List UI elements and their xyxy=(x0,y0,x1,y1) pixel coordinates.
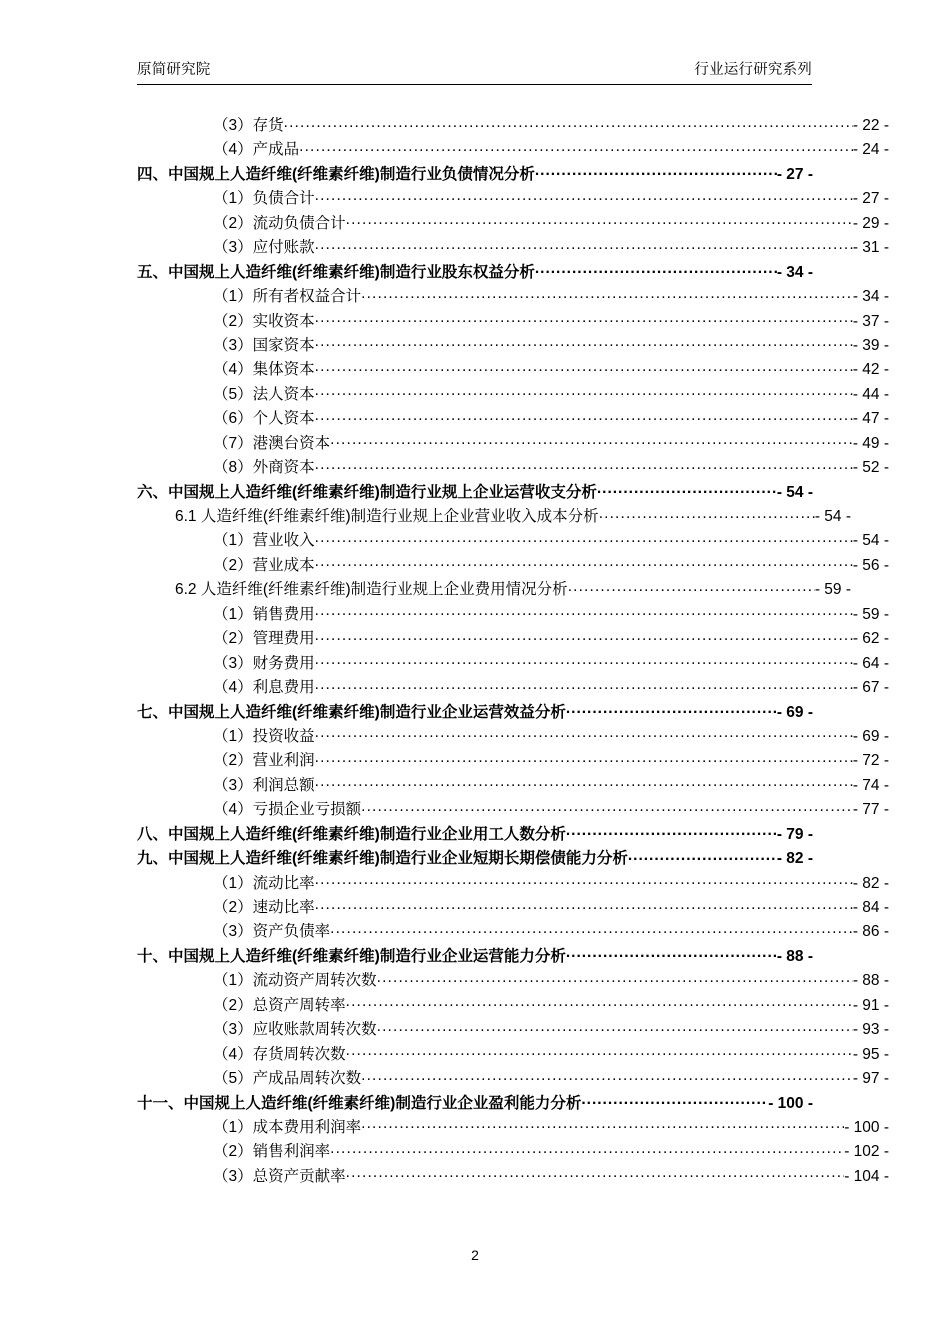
toc-entry-title: （1）成本费用利润率 xyxy=(213,1118,362,1136)
toc-entry[interactable] xyxy=(213,553,889,577)
toc-entry-page-number: - 59 - xyxy=(852,605,889,623)
toc-dot-leader xyxy=(284,115,853,131)
toc-entry-title: （4）利息费用 xyxy=(213,679,315,697)
toc-entry[interactable] xyxy=(213,919,889,943)
toc-entry-title: （4）存货周转次数 xyxy=(213,1045,346,1063)
toc-dot-leader xyxy=(315,554,853,570)
toc-entry[interactable] xyxy=(213,235,889,259)
toc-entry-page-number: - 100 - xyxy=(844,1118,889,1136)
toc-entry[interactable] xyxy=(137,1091,813,1115)
toc-dot-leader xyxy=(315,188,853,204)
toc-dot-leader xyxy=(346,212,853,228)
toc-dot-leader xyxy=(315,383,853,399)
toc-entry-page-number: - 24 - xyxy=(852,141,889,159)
toc-dot-leader xyxy=(330,1141,844,1157)
toc-entry[interactable] xyxy=(137,480,813,504)
toc-entry-page-number: - 95 - xyxy=(852,1045,889,1063)
toc-dot-leader xyxy=(315,530,853,546)
toc-entry[interactable] xyxy=(213,895,889,919)
toc-entry[interactable] xyxy=(213,1066,889,1090)
toc-entry-title: （3）应收账款周转次数 xyxy=(213,1021,377,1039)
footer-page-number: 2 xyxy=(471,1247,479,1263)
toc-entry[interactable] xyxy=(213,651,889,675)
toc-entry[interactable] xyxy=(213,797,889,821)
header-publisher: 原简研究院 xyxy=(137,62,211,78)
toc-dot-leader xyxy=(315,359,853,375)
toc-dot-leader xyxy=(315,897,853,913)
toc-entry-title: （5）法人资本 xyxy=(213,385,315,403)
toc-entry-title: （4）产成品 xyxy=(213,141,300,159)
toc-entry[interactable] xyxy=(137,260,813,284)
toc-entry-page-number: - 82 - xyxy=(776,850,813,868)
toc-entry[interactable] xyxy=(213,602,889,626)
toc-dot-leader xyxy=(581,1092,768,1108)
toc-entry-page-number: - 88 - xyxy=(776,947,813,965)
toc-entry[interactable] xyxy=(213,968,889,992)
toc-dot-leader xyxy=(535,163,777,179)
toc-entry-page-number: - 77 - xyxy=(852,801,889,819)
toc-entry[interactable] xyxy=(213,382,889,406)
toc-entry-page-number: - 74 - xyxy=(852,776,889,794)
toc-entry[interactable] xyxy=(175,577,851,601)
toc-entry-page-number: - 72 - xyxy=(852,752,889,770)
toc-entry-title: （7）港澳台资本 xyxy=(213,434,331,452)
header-series-title: 行业运行研究系列 xyxy=(694,62,812,78)
toc-entry-page-number: - 27 - xyxy=(852,190,889,208)
toc-entry[interactable] xyxy=(213,284,889,308)
toc-entry[interactable] xyxy=(213,1042,889,1066)
toc-entry[interactable] xyxy=(213,675,889,699)
toc-entry[interactable] xyxy=(213,406,889,430)
toc-entry-page-number: - 39 - xyxy=(852,336,889,354)
toc-entry-page-number: - 56 - xyxy=(852,556,889,574)
toc-entry-page-number: - 52 - xyxy=(852,459,889,477)
page-footer xyxy=(0,1248,950,1262)
toc-dot-leader xyxy=(315,774,853,790)
toc-entry[interactable] xyxy=(213,431,889,455)
toc-dot-leader xyxy=(597,481,777,497)
toc-entry-page-number: - 44 - xyxy=(852,385,889,403)
toc-entry[interactable] xyxy=(137,162,813,186)
toc-dot-leader xyxy=(361,1116,844,1132)
toc-entry-title: （1）销售费用 xyxy=(213,605,315,623)
toc-entry-title: （4）集体资本 xyxy=(213,361,315,379)
toc-entry-page-number: - 62 - xyxy=(852,630,889,648)
toc-entry-page-number: - 29 - xyxy=(852,214,889,232)
toc-entry-page-number: - 47 - xyxy=(852,410,889,428)
toc-entry[interactable] xyxy=(213,357,889,381)
toc-entry-title: （3）财务费用 xyxy=(213,654,315,672)
toc-entry-page-number: - 22 - xyxy=(852,117,889,134)
toc-dot-leader xyxy=(361,799,853,815)
toc-entry-title: （3）资产负债率 xyxy=(213,923,331,941)
toc-entry-page-number: - 91 - xyxy=(852,996,889,1014)
toc-dot-leader xyxy=(315,237,853,253)
toc-entry-page-number: - 37 - xyxy=(852,312,889,330)
toc-entry-page-number: - 54 - xyxy=(776,483,813,501)
toc-entry-page-number: - 69 - xyxy=(852,727,889,745)
toc-entry-title: （2）营业利润 xyxy=(213,752,315,770)
toc-entry-page-number: - 67 - xyxy=(852,679,889,697)
toc-entry-title: （2）总资产周转率 xyxy=(213,996,346,1014)
toc-dot-leader xyxy=(315,872,853,888)
toc-entry[interactable] xyxy=(213,1017,889,1041)
toc-entry[interactable] xyxy=(213,626,889,650)
toc-dot-leader xyxy=(628,848,777,864)
toc-entry-page-number: - 42 - xyxy=(852,361,889,379)
toc-entry-title: 十、中国规上人造纤维(纤维素纤维)制造行业企业运营能力分析 xyxy=(137,947,566,965)
toc-entry-title: （3）利润总额 xyxy=(213,776,315,794)
toc-entry[interactable] xyxy=(213,1164,889,1188)
toc-entry-page-number: - 93 - xyxy=(852,1021,889,1039)
toc-entry-title: （2）营业成本 xyxy=(213,556,315,574)
toc-entry[interactable] xyxy=(137,822,813,846)
toc-entry-title: （3）存货 xyxy=(213,117,284,134)
toc-dot-leader xyxy=(568,579,815,595)
toc-entry-title: （1）流动比率 xyxy=(213,874,315,892)
toc-entry-title: （3）应付账款 xyxy=(213,239,315,257)
toc-entry-title: （3）国家资本 xyxy=(213,336,315,354)
toc-entry[interactable] xyxy=(213,993,889,1017)
toc-entry-title: （2）速动比率 xyxy=(213,899,315,916)
running-header xyxy=(137,62,812,85)
toc-entry-title: 五、中国规上人造纤维(纤维素纤维)制造行业股东权益分析 xyxy=(137,263,535,281)
toc-entry-title: 六、中国规上人造纤维(纤维素纤维)制造行业规上企业运营收支分析 xyxy=(137,483,597,501)
toc-dot-leader xyxy=(315,725,853,741)
toc-entry-title: （4）亏损企业亏损额 xyxy=(213,801,362,819)
toc-entry-title: （8）外商资本 xyxy=(213,459,315,477)
toc-dot-leader xyxy=(361,1068,853,1084)
toc-entry[interactable] xyxy=(213,1139,889,1163)
toc-entry[interactable] xyxy=(137,944,813,968)
toc-dot-leader xyxy=(315,603,853,619)
toc-dot-leader xyxy=(315,457,853,473)
toc-entry[interactable] xyxy=(213,1115,889,1139)
toc-entry-page-number: - 84 - xyxy=(852,899,889,916)
toc-dot-leader xyxy=(315,677,853,693)
toc-entry-page-number: - 88 - xyxy=(852,972,889,990)
toc-dot-leader xyxy=(346,1043,853,1059)
table-of-contents xyxy=(137,113,889,1188)
toc-entry-title: （1）所有者权益合计 xyxy=(213,288,362,306)
toc-entry-page-number: - 97 - xyxy=(852,1070,889,1088)
toc-entry-page-number: - 34 - xyxy=(776,263,813,281)
toc-entry[interactable] xyxy=(213,137,889,161)
toc-entry-title: （1）流动资产周转次数 xyxy=(213,972,377,990)
toc-entry-page-number: - 64 - xyxy=(852,654,889,672)
toc-dot-leader xyxy=(315,628,853,644)
toc-entry-page-number: - 100 - xyxy=(768,1094,813,1112)
toc-entry-title: （2）销售利润率 xyxy=(213,1143,331,1161)
toc-entry-page-number: - 54 - xyxy=(852,532,889,550)
toc-entry[interactable] xyxy=(175,504,851,528)
toc-dot-leader xyxy=(377,1019,853,1035)
toc-entry-title: 七、中国规上人造纤维(纤维素纤维)制造行业企业运营效益分析 xyxy=(137,703,566,721)
toc-entry-title: 四、中国规上人造纤维(纤维素纤维)制造行业负债情况分析 xyxy=(137,165,535,183)
toc-entry-page-number: - 27 - xyxy=(776,165,813,183)
toc-dot-leader xyxy=(315,652,853,668)
toc-entry[interactable] xyxy=(213,871,889,895)
toc-entry-page-number: - 79 - xyxy=(776,825,813,843)
toc-dot-leader xyxy=(315,408,853,424)
toc-entry-page-number: - 69 - xyxy=(776,703,813,721)
toc-dot-leader xyxy=(377,970,853,986)
toc-entry-page-number: - 86 - xyxy=(852,923,889,941)
toc-entry[interactable] xyxy=(213,724,889,748)
toc-dot-leader xyxy=(566,945,777,961)
toc-entry[interactable] xyxy=(213,528,889,552)
toc-entry[interactable] xyxy=(213,113,889,137)
toc-entry-title: （1）营业收入 xyxy=(213,532,315,550)
toc-entry-title: 6.2 人造纤维(纤维素纤维)制造行业规上企业费用情况分析 xyxy=(175,581,568,599)
toc-entry[interactable] xyxy=(213,455,889,479)
toc-entry-page-number: - 104 - xyxy=(844,1167,889,1185)
toc-dot-leader xyxy=(599,506,815,522)
toc-entry-title: 八、中国规上人造纤维(纤维素纤维)制造行业企业用工人数分析 xyxy=(137,825,566,843)
toc-entry[interactable] xyxy=(213,333,889,357)
toc-entry[interactable] xyxy=(213,309,889,333)
toc-entry-page-number: - 34 - xyxy=(852,288,889,306)
toc-entry-title: （3）总资产贡献率 xyxy=(213,1167,346,1185)
toc-dot-leader xyxy=(566,823,777,839)
toc-entry-title: （1）负债合计 xyxy=(213,190,315,208)
toc-entry[interactable] xyxy=(213,773,889,797)
toc-dot-leader xyxy=(315,334,853,350)
toc-dot-leader xyxy=(361,286,853,302)
toc-dot-leader xyxy=(346,994,853,1010)
toc-entry-page-number: - 31 - xyxy=(852,239,889,257)
toc-entry-title: （6）个人资本 xyxy=(213,410,315,428)
toc-entry-page-number: - 102 - xyxy=(844,1143,889,1161)
toc-entry-title: （2）管理费用 xyxy=(213,630,315,648)
toc-entry-title: （2）流动负债合计 xyxy=(213,214,346,232)
toc-dot-leader xyxy=(315,310,853,326)
toc-entry-page-number: - 82 - xyxy=(852,874,889,892)
toc-dot-leader xyxy=(535,261,777,277)
toc-entry-title: 九、中国规上人造纤维(纤维素纤维)制造行业企业短期长期偿债能力分析 xyxy=(137,850,628,868)
toc-dot-leader xyxy=(330,432,853,448)
toc-entry-page-number: - 59 - xyxy=(814,581,851,599)
toc-entry-title: 十一、中国规上人造纤维(纤维素纤维)制造行业企业盈利能力分析 xyxy=(137,1094,582,1112)
toc-entry[interactable] xyxy=(213,211,889,235)
toc-dot-leader xyxy=(346,1165,845,1181)
toc-entry-page-number: - 49 - xyxy=(852,434,889,452)
toc-dot-leader xyxy=(299,139,853,155)
toc-entry-title: （5）产成品周转次数 xyxy=(213,1070,362,1088)
toc-entry[interactable] xyxy=(137,846,813,870)
toc-entry-title: 6.1 人造纤维(纤维素纤维)制造行业规上企业营业收入成本分析 xyxy=(175,508,599,525)
toc-entry-title: （1）投资收益 xyxy=(213,727,315,745)
toc-entry-title: （2）实收资本 xyxy=(213,312,315,330)
toc-dot-leader xyxy=(566,701,777,717)
toc-entry[interactable] xyxy=(213,748,889,772)
toc-dot-leader xyxy=(315,750,853,766)
toc-dot-leader xyxy=(330,921,853,937)
toc-entry[interactable] xyxy=(213,186,889,210)
toc-entry[interactable] xyxy=(137,700,813,724)
toc-entry-page-number: - 54 - xyxy=(814,508,851,525)
